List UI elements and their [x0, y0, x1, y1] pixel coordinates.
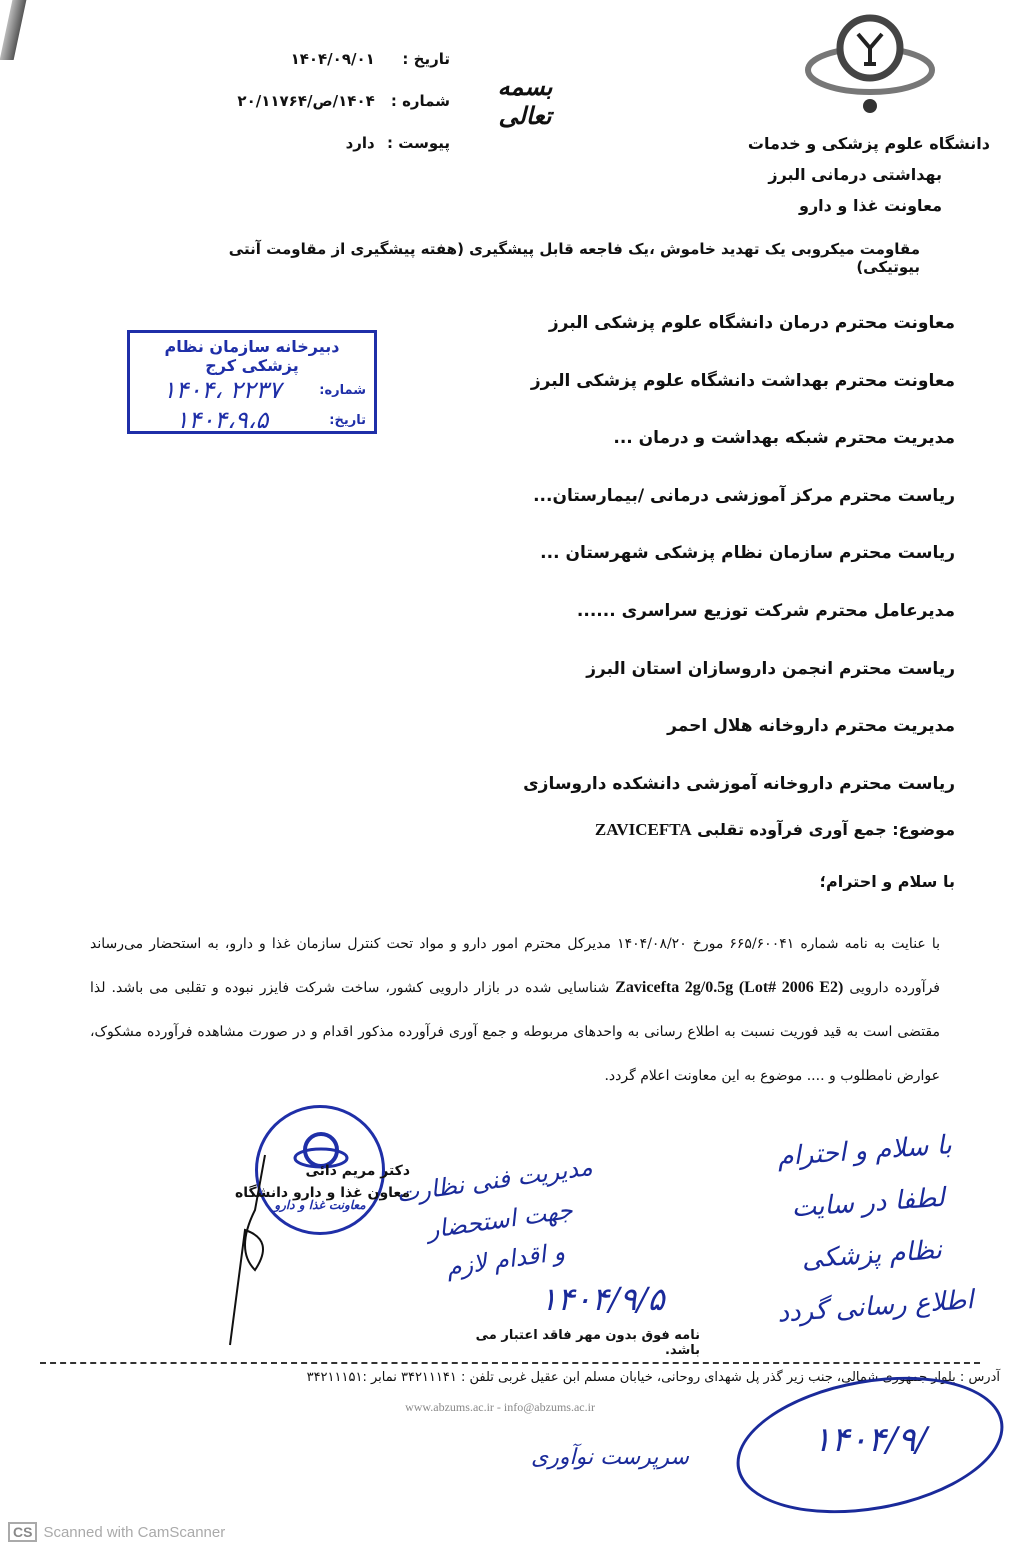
org-line: دانشگاه علوم پزشکی و خدمات: [747, 134, 990, 153]
addressee: معاونت محترم درمان دانشگاه علوم پزشکی البرز: [548, 313, 955, 333]
date-label: تاریخ :: [402, 50, 450, 68]
stamp-text: معاونت غذا و دارو: [274, 1198, 366, 1212]
body-product: Zavicefta 2g/0.5g (Lot# 2006 E2): [615, 979, 844, 996]
handwritten-date: ۱۴۰۴/۹/۵: [540, 1280, 665, 1318]
addressee: مدیریت محترم داروخانه هلال احمر: [667, 716, 955, 737]
footer-divider: [40, 1362, 980, 1364]
basmala: بسمه تعالی: [497, 72, 553, 130]
stamp-number-label: شماره:: [319, 382, 366, 398]
addressee: ریاست محترم مرکز آموزشی درمانی /بیمارستان...: [533, 485, 955, 506]
hw-line: مدیریت فنی نظارت: [394, 1152, 595, 1208]
stamp-date-label: تاریخ:: [329, 412, 366, 428]
hw-line: و اقدام لازم: [444, 1237, 567, 1282]
footer-address: آدرس : بلوار جمهوری شمالی، جنب زیر گذر پل شهدای روحانی، خیابان مسلم ابن عقیل غربی تلفن : ۳۴۲۱۱۱۴۱ نمابر :۳۴۲۱۱۱۵۱: [306, 1370, 1000, 1385]
hw-line: لطفا در سایت: [790, 1182, 946, 1224]
subject-label: موضوع: جمع آوری فرآوده تقلبی: [697, 820, 955, 839]
number-label: شماره :: [390, 92, 450, 110]
greeting: با سلام و احترام؛: [819, 872, 955, 891]
subject-line: [560, 820, 955, 840]
organization-name: [740, 128, 990, 221]
camscanner-text: Scanned with CamScanner: [43, 1523, 226, 1541]
subject-product: ZAVICEFTA: [594, 820, 692, 839]
received-stamp: [127, 330, 377, 434]
addressee: ریاست محترم سازمان نظام پزشکی شهرستان ...: [540, 543, 955, 564]
stamp-title: دبیرخانه سازمان نظام پزشکی کرج: [164, 337, 340, 375]
hw-line: جهت استحضار: [425, 1195, 575, 1245]
addressee: مدیرعامل محترم شرکت توزیع سراسری ......: [576, 600, 955, 621]
signatory-title: معاون غذا و دارو دانشگاه: [234, 1185, 410, 1201]
footer-web: www.abzums.ac.ir - info@abzums.ac.ir: [405, 1400, 595, 1414]
hw-line: اطلاع رسانی گردد: [776, 1284, 975, 1329]
handwritten-note-bottom: سرپرست نوآوری: [531, 1445, 689, 1470]
slogan: مقاومت میکروبی یک تهدید خاموش ،یک فاجعه قابل پیشگیری (هفته پیشگیری از مقاومت آنتی بیوتیکی): [228, 240, 920, 276]
addressee: مدیریت محترم شبکه بهداشت و درمان ...: [613, 428, 955, 449]
validity-note: نامه فوق بدون مهر فاقد اعتبار می باشد.: [475, 1328, 700, 1358]
addressee: ریاست محترم داروخانه آموزشی دانشکده داروسازی: [523, 773, 955, 794]
body-part-1: با عنایت به نامه شماره ۶۶۵/۶۰۰۴۱ مورخ ۱۴۰۴/۰۸/۲۰ مدیرکل محترم امور دارو و مواد تحت کنترل سازمان غذا و دارو، به استحضار می‌رساند فرآورده دارویی: [90, 936, 940, 996]
addressee: معاونت محترم بهداشت دانشگاه علوم پزشکی البرز: [530, 370, 955, 391]
org-line: معاونت غذا و دارو: [799, 196, 942, 215]
org-line: بهداشتی درمانی البرز: [768, 165, 942, 184]
date-value: ۱۴۰۴/۰۹/۰۱: [290, 50, 375, 68]
handwritten-circle-number: ۱۴۰۴/۹/: [812, 1420, 928, 1460]
scan-edge-mark: [0, 0, 26, 60]
university-logo-icon: [800, 8, 940, 118]
number-value: ۱۴۰۴/ص/۲۰/۱۱۷۶۴: [237, 92, 375, 110]
stamp-date-value: ۱۴۰۴،۹،۵: [175, 406, 269, 434]
signature-scribble-icon: [225, 1150, 285, 1350]
letter-body: [90, 922, 940, 1098]
addressee-list: [420, 300, 955, 818]
attachment-label: پیوست :: [386, 134, 450, 152]
letter-meta: [170, 38, 450, 164]
hw-line: با سلام و احترام: [776, 1130, 953, 1173]
signatory-name: دکتر مریم دائی: [305, 1163, 410, 1179]
stamp-number-value: ۱۴۰۴، ۲۲۳۷: [162, 376, 282, 404]
camscanner-logo-icon: CS: [8, 1522, 37, 1542]
attachment-value: دارد: [345, 134, 375, 152]
addressee: ریاست محترم انجمن داروسازان استان البرز: [586, 658, 955, 679]
hw-line: نظام پزشکی: [800, 1235, 943, 1275]
camscanner-watermark: [8, 1522, 225, 1542]
body-part-2: شناسایی شده در بازار دارویی کشور، ساخت شرکت فایزر نبوده و تقلبی می باشد. لذا مقتضی است به قید فوریت نسبت به اطلاع رسانی به واحدهای مربوطه و جمع آوری فرآورده مذکور اقدام و در صورت مشاهده فرآورده مشکوک، عوارض نامطلوب و .... موضوع به این معاونت اعلام گردد.: [90, 980, 940, 1084]
handwritten-note-right: [743, 1117, 997, 1341]
